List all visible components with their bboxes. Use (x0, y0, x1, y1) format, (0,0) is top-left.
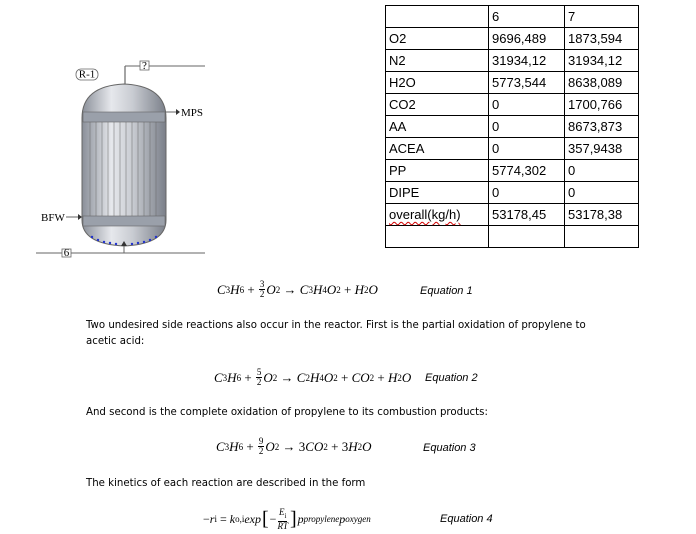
mps-label: MPS (181, 107, 204, 119)
paragraph-kinetics: The kinetics of each reaction are described in the form (86, 478, 366, 489)
overall-label: overall(kg/h) (389, 207, 461, 222)
stream-7-cell: 8673,873 (565, 116, 639, 138)
equation-3: C 3 H 6 + $\frac{9}{2}$ O 2 → 3 CO 2 + 3 H 2 O (216, 436, 372, 456)
table-header-row (386, 6, 639, 28)
bfw-arrow-icon (78, 214, 82, 220)
mps-arrow-icon (176, 109, 180, 115)
row-label-cell (386, 226, 489, 248)
row-label-cell: DIPE (386, 182, 489, 204)
stream-6-cell (489, 226, 565, 248)
equation-2: C 3 H 6 + $\frac{5}{2}$ O 2 → C 2 H 4 O 2 + CO 2 + H 2 O (214, 367, 412, 387)
top-valve-label: ? (142, 60, 147, 72)
equation-3-label: Equation 3 (423, 442, 476, 454)
stream-6-cell: 5773,544 (489, 72, 565, 94)
table-row (386, 226, 639, 248)
stream-6-cell: 53178,45 (489, 204, 565, 226)
row-label-cell: CO2 (386, 94, 489, 116)
table-row (386, 182, 639, 204)
row-label-cell: ACEA (386, 138, 489, 160)
stream-7-cell: 1873,594 (565, 28, 639, 50)
row-label-cell: AA (386, 116, 489, 138)
stream-6-cell: 0 (489, 138, 565, 160)
table-header-cell: 7 (565, 6, 639, 28)
row-label-cell: PP (386, 160, 489, 182)
paragraph-combustion: And second is the complete oxidation of propylene to its combustion products: (86, 407, 488, 418)
stream-7-cell: 8638,089 (565, 72, 639, 94)
equation-1: C 3 H 6 + $\frac{3}{2}$ O 2 → C 3 H 4 O 2 + H 2 O (217, 279, 378, 299)
row-label-cell: O2 (386, 28, 489, 50)
table-row (386, 28, 639, 50)
reactor-diagram (0, 0, 230, 262)
equation-1-label: Equation 1 (420, 285, 473, 297)
table-row (386, 204, 639, 226)
stream-6-cell: 0 (489, 182, 565, 204)
stream-7-cell: 0 (565, 160, 639, 182)
table-header-cell (386, 6, 489, 28)
equation-4-label: Equation 4 (440, 513, 493, 525)
stream-table (385, 5, 639, 248)
stream-6-cell: 0 (489, 116, 565, 138)
equation-2-label: Equation 2 (425, 372, 478, 384)
stream-6-cell: 5774,302 (489, 160, 565, 182)
stream-7-cell: 0 (565, 182, 639, 204)
bfw-label: BFW (41, 212, 65, 224)
table-row (386, 138, 639, 160)
table-row (386, 116, 639, 138)
equation-4: − r i = k o,i exp [ − $\frac{E_i}{RT}$ ] p propylene p oxygen (203, 507, 371, 531)
table-row (386, 50, 639, 72)
paragraph-side-reactions: Two undesired side reactions also occur in the reactor. First is the partial oxidation of propylene to acetic acid: (86, 320, 586, 347)
stream-7-cell: 53178,38 (565, 204, 639, 226)
stream-7-cell (565, 226, 639, 248)
row-label-cell (386, 204, 489, 226)
table-row (386, 94, 639, 116)
table-header-cell: 6 (489, 6, 565, 28)
stream-7-cell: 31934,12 (565, 50, 639, 72)
stream-6-cell: 9696,489 (489, 28, 565, 50)
stream-7-cell: 357,9438 (565, 138, 639, 160)
row-label-cell: H2O (386, 72, 489, 94)
table-row (386, 160, 639, 182)
bottom-valve-label: 6 (63, 247, 70, 259)
stream-6-cell: 31934,12 (489, 50, 565, 72)
row-label-cell: N2 (386, 50, 489, 72)
reactor-tag-label: R-1 (78, 68, 96, 81)
stream-7-cell: 1700,766 (565, 94, 639, 116)
table-row (386, 72, 639, 94)
stream-6-cell: 0 (489, 94, 565, 116)
